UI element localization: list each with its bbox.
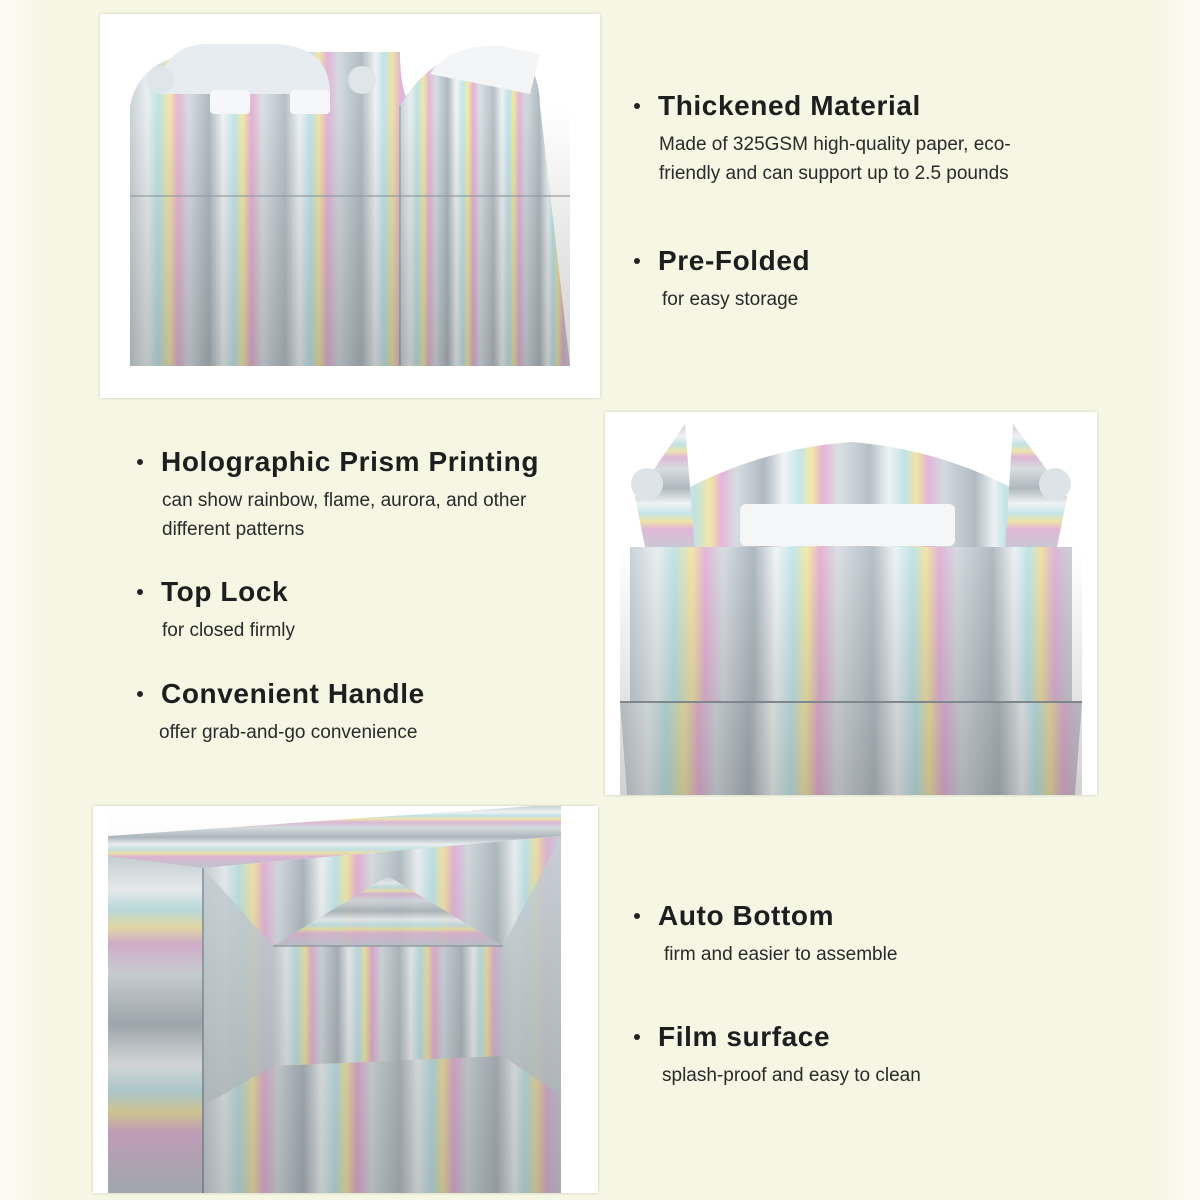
- feature-description: [662, 285, 810, 314]
- bullet-icon: [634, 258, 640, 264]
- feature-holographic-printing: [137, 446, 539, 544]
- feature-description: [162, 616, 295, 645]
- feature-description: [662, 1061, 921, 1090]
- feature-auto-bottom: [634, 900, 897, 969]
- bullet-icon: [137, 691, 143, 697]
- feature-title: Auto Bottom: [658, 900, 835, 931]
- description-line: offer grab-and-go convenience: [159, 722, 418, 743]
- feature-convenient-handle: [137, 678, 425, 747]
- feature-pre-folded: [634, 245, 810, 314]
- description-line: friendly and can support up to 2.5 pounds: [659, 163, 1009, 184]
- feature-description: [159, 718, 425, 747]
- description-line: different patterns: [162, 519, 305, 540]
- feature-title: Film surface: [658, 1021, 831, 1052]
- feature-thickened-material: [634, 90, 1011, 188]
- description-line: for easy storage: [662, 289, 799, 310]
- feature-film-surface: [634, 1021, 921, 1090]
- feature-title: Pre-Folded: [658, 245, 811, 276]
- feature-description: [664, 940, 897, 969]
- product-photo-bottom: [93, 806, 598, 1193]
- bullet-icon: [137, 459, 143, 465]
- feature-title: Holographic Prism Printing: [161, 446, 540, 477]
- feature-title: Convenient Handle: [161, 678, 425, 709]
- feature-description: [659, 130, 1011, 188]
- description-line: for closed firmly: [162, 620, 296, 641]
- description-line: firm and easier to assemble: [664, 944, 898, 965]
- feature-title: Thickened Material: [658, 90, 921, 121]
- product-photo-middle: [605, 412, 1097, 795]
- bullet-icon: [634, 913, 640, 919]
- feature-title: Top Lock: [161, 576, 289, 607]
- product-photo-top: [100, 14, 600, 398]
- bullet-icon: [634, 1034, 640, 1040]
- bullet-icon: [137, 589, 143, 595]
- description-line: splash-proof and easy to clean: [662, 1065, 921, 1086]
- description-line: Made of 325GSM high-quality paper, eco-: [659, 134, 1011, 155]
- bullet-icon: [634, 103, 640, 109]
- feature-description: [162, 486, 539, 544]
- feature-top-lock: [137, 576, 295, 645]
- description-line: can show rainbow, flame, aurora, and other: [162, 490, 527, 511]
